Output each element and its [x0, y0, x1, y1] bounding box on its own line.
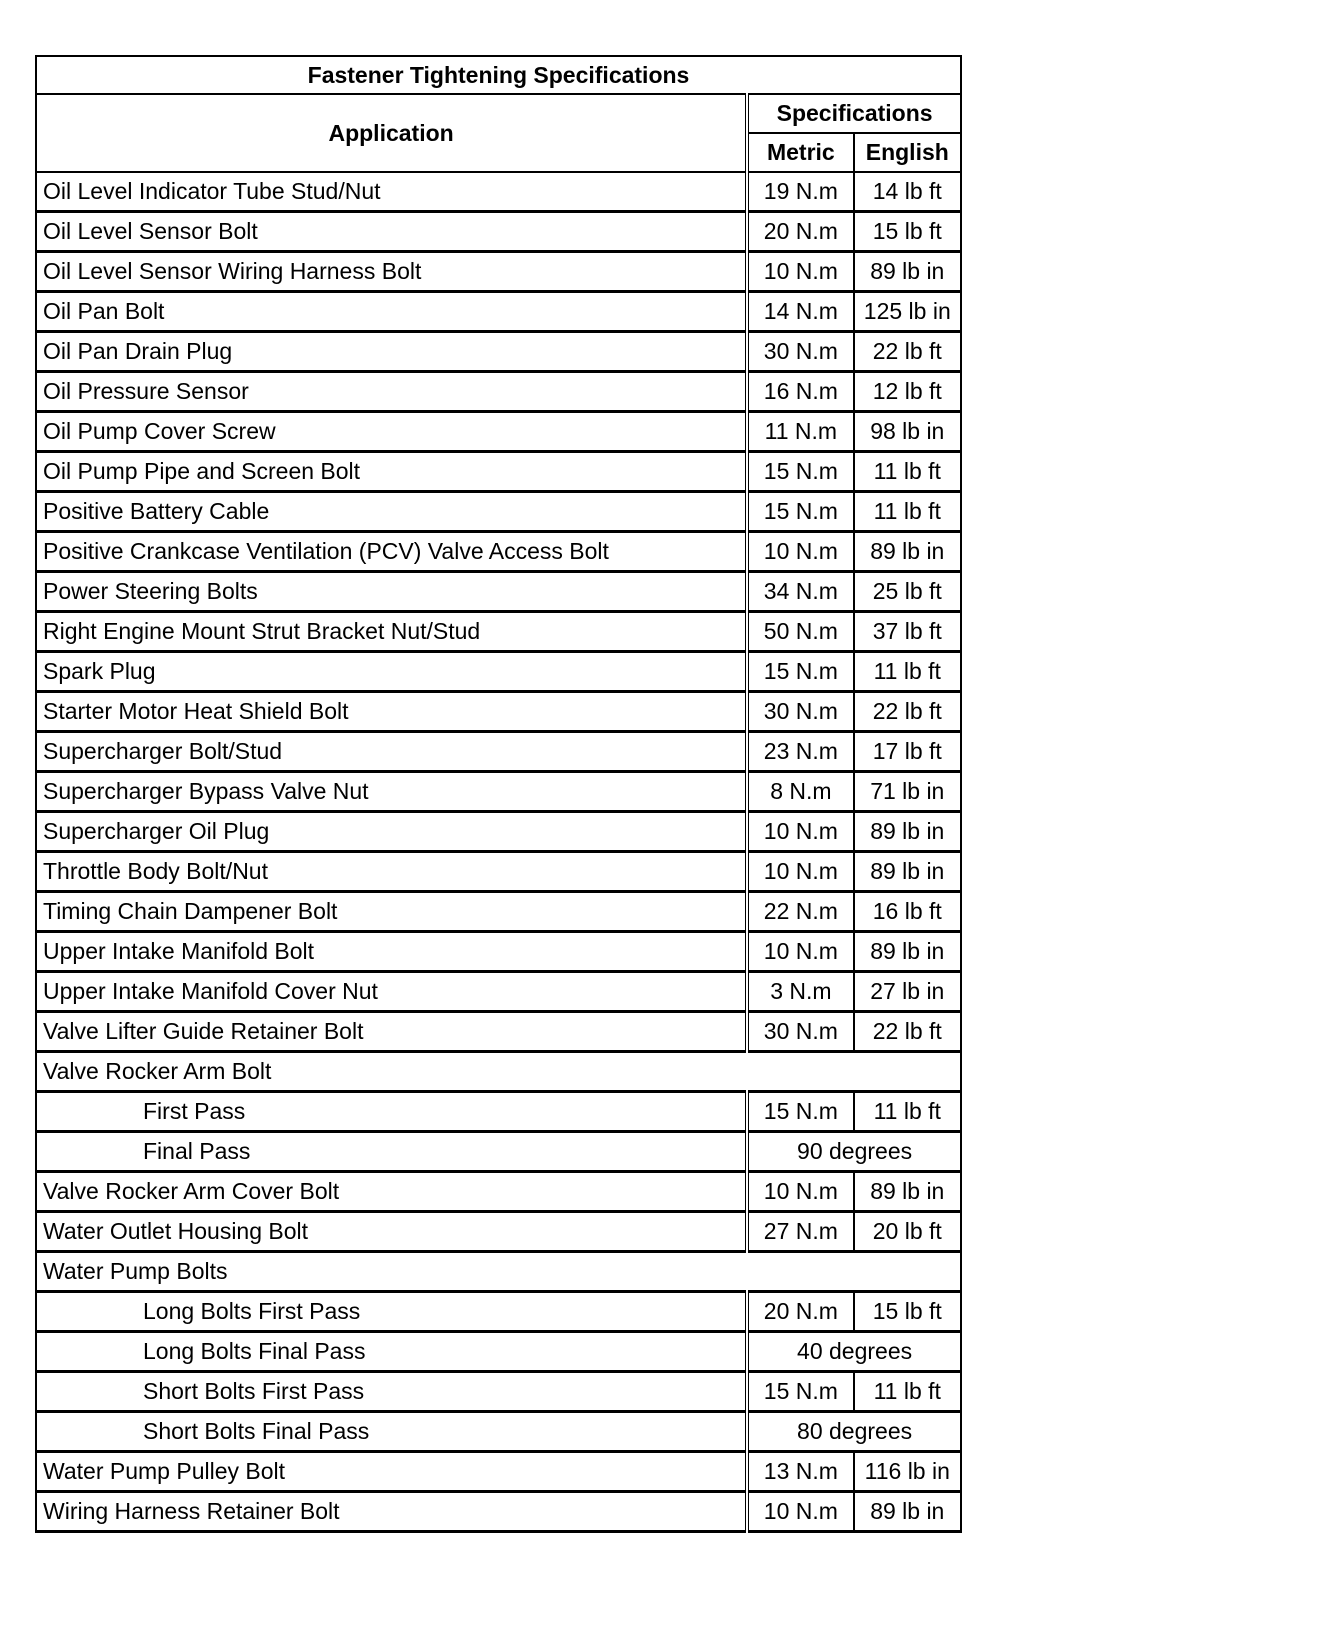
- metric-cell: 30 N.m: [747, 332, 853, 372]
- english-cell: 37 lb ft: [854, 612, 961, 652]
- english-cell: 12 lb ft: [854, 372, 961, 412]
- table-row: [36, 1132, 961, 1172]
- application-cell: Right Engine Mount Strut Bracket Nut/Stud: [36, 612, 747, 652]
- english-cell: 20 lb ft: [854, 1212, 961, 1252]
- application-cell: Long Bolts Final Pass: [36, 1332, 747, 1372]
- application-cell: Supercharger Bolt/Stud: [36, 732, 747, 772]
- application-cell: Oil Pump Cover Screw: [36, 412, 747, 452]
- table-row: [36, 532, 961, 572]
- metric-header: Metric: [747, 133, 853, 172]
- application-cell: Valve Rocker Arm Bolt: [36, 1052, 961, 1092]
- english-cell: 11 lb ft: [854, 652, 961, 692]
- table-row: [36, 812, 961, 852]
- angle-spec-cell: 90 degrees: [747, 1132, 961, 1172]
- metric-cell: 27 N.m: [747, 1212, 853, 1252]
- table-row: [36, 1172, 961, 1212]
- application-header: Application: [36, 94, 747, 172]
- table-row: [36, 1492, 961, 1532]
- metric-cell: 20 N.m: [747, 212, 853, 252]
- table-row: [36, 892, 961, 932]
- metric-cell: 20 N.m: [747, 1292, 853, 1332]
- english-cell: 98 lb in: [854, 412, 961, 452]
- fastener-spec-table: [35, 55, 962, 1533]
- table-row: [36, 1012, 961, 1052]
- metric-cell: 10 N.m: [747, 252, 853, 292]
- english-cell: 22 lb ft: [854, 692, 961, 732]
- metric-cell: 13 N.m: [747, 1452, 853, 1492]
- table-row: [36, 1332, 961, 1372]
- table-title-row: [36, 56, 961, 94]
- metric-cell: 8 N.m: [747, 772, 853, 812]
- header-row-1: [36, 94, 961, 133]
- table-row: [36, 1252, 961, 1292]
- application-cell: Oil Pressure Sensor: [36, 372, 747, 412]
- metric-cell: 30 N.m: [747, 692, 853, 732]
- english-cell: 125 lb in: [854, 292, 961, 332]
- table-row: [36, 1052, 961, 1092]
- english-cell: 16 lb ft: [854, 892, 961, 932]
- metric-cell: 15 N.m: [747, 1092, 853, 1132]
- english-cell: 89 lb in: [854, 1172, 961, 1212]
- metric-cell: 30 N.m: [747, 1012, 853, 1052]
- metric-cell: 10 N.m: [747, 932, 853, 972]
- application-cell: Upper Intake Manifold Bolt: [36, 932, 747, 972]
- application-cell: Positive Battery Cable: [36, 492, 747, 532]
- application-cell: Long Bolts First Pass: [36, 1292, 747, 1332]
- metric-cell: 15 N.m: [747, 652, 853, 692]
- english-cell: 89 lb in: [854, 532, 961, 572]
- table-row: [36, 412, 961, 452]
- table-row: [36, 1292, 961, 1332]
- table-row: [36, 1452, 961, 1492]
- table-row: [36, 972, 961, 1012]
- application-cell: Water Pump Pulley Bolt: [36, 1452, 747, 1492]
- english-cell: 89 lb in: [854, 932, 961, 972]
- application-cell: Oil Pump Pipe and Screen Bolt: [36, 452, 747, 492]
- metric-cell: 3 N.m: [747, 972, 853, 1012]
- english-cell: 11 lb ft: [854, 492, 961, 532]
- table-row: [36, 492, 961, 532]
- english-cell: 116 lb in: [854, 1452, 961, 1492]
- metric-cell: 34 N.m: [747, 572, 853, 612]
- application-cell: Power Steering Bolts: [36, 572, 747, 612]
- metric-cell: 14 N.m: [747, 292, 853, 332]
- english-cell: 27 lb in: [854, 972, 961, 1012]
- specifications-header: Specifications: [747, 94, 961, 133]
- application-cell: Oil Pan Bolt: [36, 292, 747, 332]
- english-cell: 17 lb ft: [854, 732, 961, 772]
- application-cell: Wiring Harness Retainer Bolt: [36, 1492, 747, 1532]
- application-cell: Timing Chain Dampener Bolt: [36, 892, 747, 932]
- application-cell: Throttle Body Bolt/Nut: [36, 852, 747, 892]
- english-cell: 22 lb ft: [854, 1012, 961, 1052]
- english-cell: 89 lb in: [854, 812, 961, 852]
- application-cell: Valve Lifter Guide Retainer Bolt: [36, 1012, 747, 1052]
- english-cell: 25 lb ft: [854, 572, 961, 612]
- metric-cell: 23 N.m: [747, 732, 853, 772]
- english-cell: 89 lb in: [854, 1492, 961, 1532]
- application-cell: Spark Plug: [36, 652, 747, 692]
- table-row: [36, 772, 961, 812]
- metric-cell: 15 N.m: [747, 492, 853, 532]
- table-row: [36, 612, 961, 652]
- english-cell: 71 lb in: [854, 772, 961, 812]
- metric-cell: 22 N.m: [747, 892, 853, 932]
- metric-cell: 19 N.m: [747, 172, 853, 212]
- table-row: [36, 212, 961, 252]
- english-cell: 11 lb ft: [854, 1372, 961, 1412]
- metric-cell: 10 N.m: [747, 852, 853, 892]
- metric-cell: 15 N.m: [747, 1372, 853, 1412]
- application-cell: Final Pass: [36, 1132, 747, 1172]
- angle-spec-cell: 40 degrees: [747, 1332, 961, 1372]
- english-cell: 89 lb in: [854, 852, 961, 892]
- application-cell: Oil Level Sensor Bolt: [36, 212, 747, 252]
- application-cell: Short Bolts Final Pass: [36, 1412, 747, 1452]
- metric-cell: 10 N.m: [747, 812, 853, 852]
- table-row: [36, 572, 961, 612]
- english-cell: 11 lb ft: [854, 452, 961, 492]
- application-cell: Oil Level Indicator Tube Stud/Nut: [36, 172, 747, 212]
- english-cell: 15 lb ft: [854, 212, 961, 252]
- table-row: [36, 292, 961, 332]
- table-row: [36, 732, 961, 772]
- metric-cell: 11 N.m: [747, 412, 853, 452]
- application-cell: Water Pump Bolts: [36, 1252, 961, 1292]
- metric-cell: 10 N.m: [747, 532, 853, 572]
- table-row: [36, 932, 961, 972]
- table-row: [36, 172, 961, 212]
- application-cell: Water Outlet Housing Bolt: [36, 1212, 747, 1252]
- table-row: [36, 372, 961, 412]
- angle-spec-cell: 80 degrees: [747, 1412, 961, 1452]
- table-row: [36, 332, 961, 372]
- english-cell: 14 lb ft: [854, 172, 961, 212]
- metric-cell: 50 N.m: [747, 612, 853, 652]
- table-row: [36, 1092, 961, 1132]
- english-cell: 22 lb ft: [854, 332, 961, 372]
- application-cell: Upper Intake Manifold Cover Nut: [36, 972, 747, 1012]
- table-row: [36, 1412, 961, 1452]
- application-cell: Supercharger Bypass Valve Nut: [36, 772, 747, 812]
- application-cell: Valve Rocker Arm Cover Bolt: [36, 1172, 747, 1212]
- application-cell: Supercharger Oil Plug: [36, 812, 747, 852]
- english-cell: 11 lb ft: [854, 1092, 961, 1132]
- metric-cell: 15 N.m: [747, 452, 853, 492]
- english-cell: 15 lb ft: [854, 1292, 961, 1332]
- table-row: [36, 1372, 961, 1412]
- table-title: Fastener Tightening Specifications: [36, 56, 961, 94]
- table-row: [36, 652, 961, 692]
- application-cell: Oil Level Sensor Wiring Harness Bolt: [36, 252, 747, 292]
- table-row: [36, 452, 961, 492]
- application-cell: Positive Crankcase Ventilation (PCV) Valve Access Bolt: [36, 532, 747, 572]
- application-cell: Oil Pan Drain Plug: [36, 332, 747, 372]
- english-header: English: [854, 133, 961, 172]
- table-row: [36, 252, 961, 292]
- metric-cell: 10 N.m: [747, 1172, 853, 1212]
- metric-cell: 10 N.m: [747, 1492, 853, 1532]
- application-cell: Starter Motor Heat Shield Bolt: [36, 692, 747, 732]
- table-row: [36, 852, 961, 892]
- table-row: [36, 1212, 961, 1252]
- application-cell: Short Bolts First Pass: [36, 1372, 747, 1412]
- application-cell: First Pass: [36, 1092, 747, 1132]
- table-row: [36, 692, 961, 732]
- english-cell: 89 lb in: [854, 252, 961, 292]
- metric-cell: 16 N.m: [747, 372, 853, 412]
